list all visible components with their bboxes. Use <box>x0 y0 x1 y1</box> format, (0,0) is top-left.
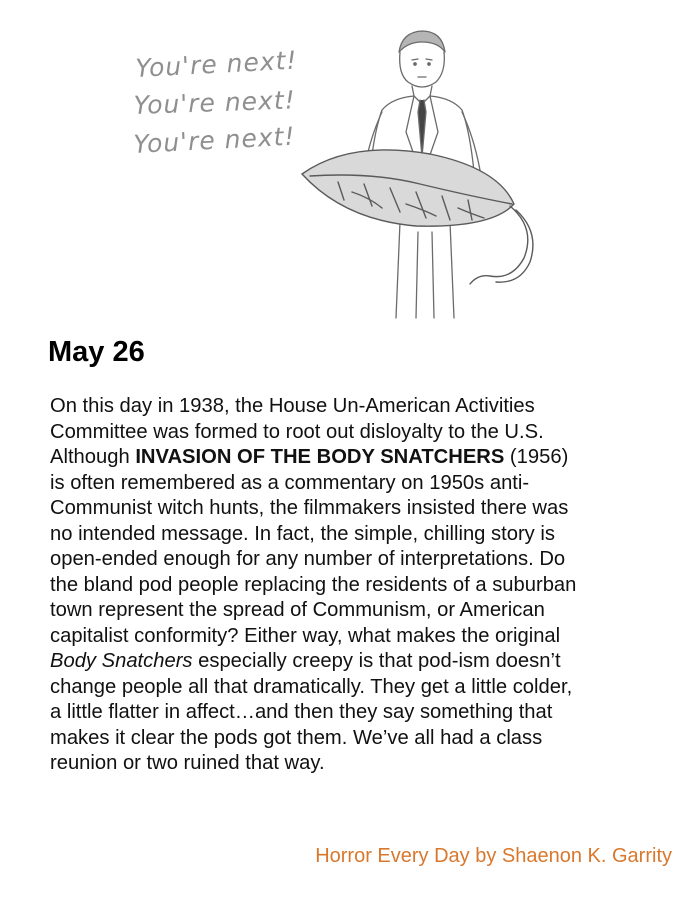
entry-text: the bland pod people replacing the residents of a suburban <box>50 573 577 596</box>
entry-line <box>50 700 650 726</box>
entry-line <box>50 471 650 497</box>
entry-line <box>50 445 650 471</box>
entry-body <box>50 394 650 777</box>
caption-line-2: You're next! <box>133 85 297 120</box>
entry-line <box>50 420 650 446</box>
entry-line <box>50 624 650 650</box>
entry-text: no intended message. In fact, the simple, chilling story is <box>50 522 555 545</box>
film-title-bold: INVASION OF THE BODY SNATCHERS <box>135 446 505 468</box>
entry-line <box>50 649 650 675</box>
entry-line <box>50 573 650 599</box>
entry-line <box>50 726 650 752</box>
entry-text: On this day in 1938, the House Un-American Activities <box>50 395 535 417</box>
credit-line: Horror Every Day by Shaenon K. Garrity <box>315 845 672 867</box>
entry-text: open-ended enough for any number of interpretations. Do <box>50 548 566 570</box>
entry-text: (1956) <box>504 446 569 468</box>
pod-man-illustration <box>120 22 540 322</box>
entry-text: Committee was formed to root out disloyalty to the U.S. <box>50 420 544 443</box>
youre-next-caption <box>133 46 298 159</box>
entry-line <box>50 496 650 522</box>
entry-text: Although <box>50 446 136 468</box>
entry-date: May 26 <box>48 336 145 368</box>
entry-text: capitalist conformity? Either way, what makes the original <box>50 624 561 647</box>
entry-text: reunion or two ruined that way. <box>50 752 325 774</box>
film-title-italic: Body Snatchers <box>50 650 193 672</box>
entry-line <box>50 675 650 701</box>
caption-line-1: You're next! <box>134 45 299 83</box>
entry-line <box>50 598 650 624</box>
entry-text: a little flatter in affect…and then they say something that <box>50 701 553 723</box>
entry-text: Communist witch hunts, the filmmakers insisted there was <box>50 497 569 519</box>
entry-text: especially creepy is that pod-ism doesn’t <box>192 650 561 672</box>
entry-line <box>50 522 650 548</box>
entry-text: makes it clear the pods got them. We’ve all had a class <box>50 726 543 749</box>
entry-text: town represent the spread of Communism, or American <box>50 599 545 621</box>
caption-line-3: You're next! <box>132 121 297 159</box>
entry-line <box>50 394 650 420</box>
entry-line <box>50 547 650 573</box>
entry-text: change people all that dramatically. They get a little colder, <box>50 675 573 698</box>
entry-text: is often remembered as a commentary on 1950s anti- <box>50 471 530 494</box>
entry-line <box>50 751 650 777</box>
